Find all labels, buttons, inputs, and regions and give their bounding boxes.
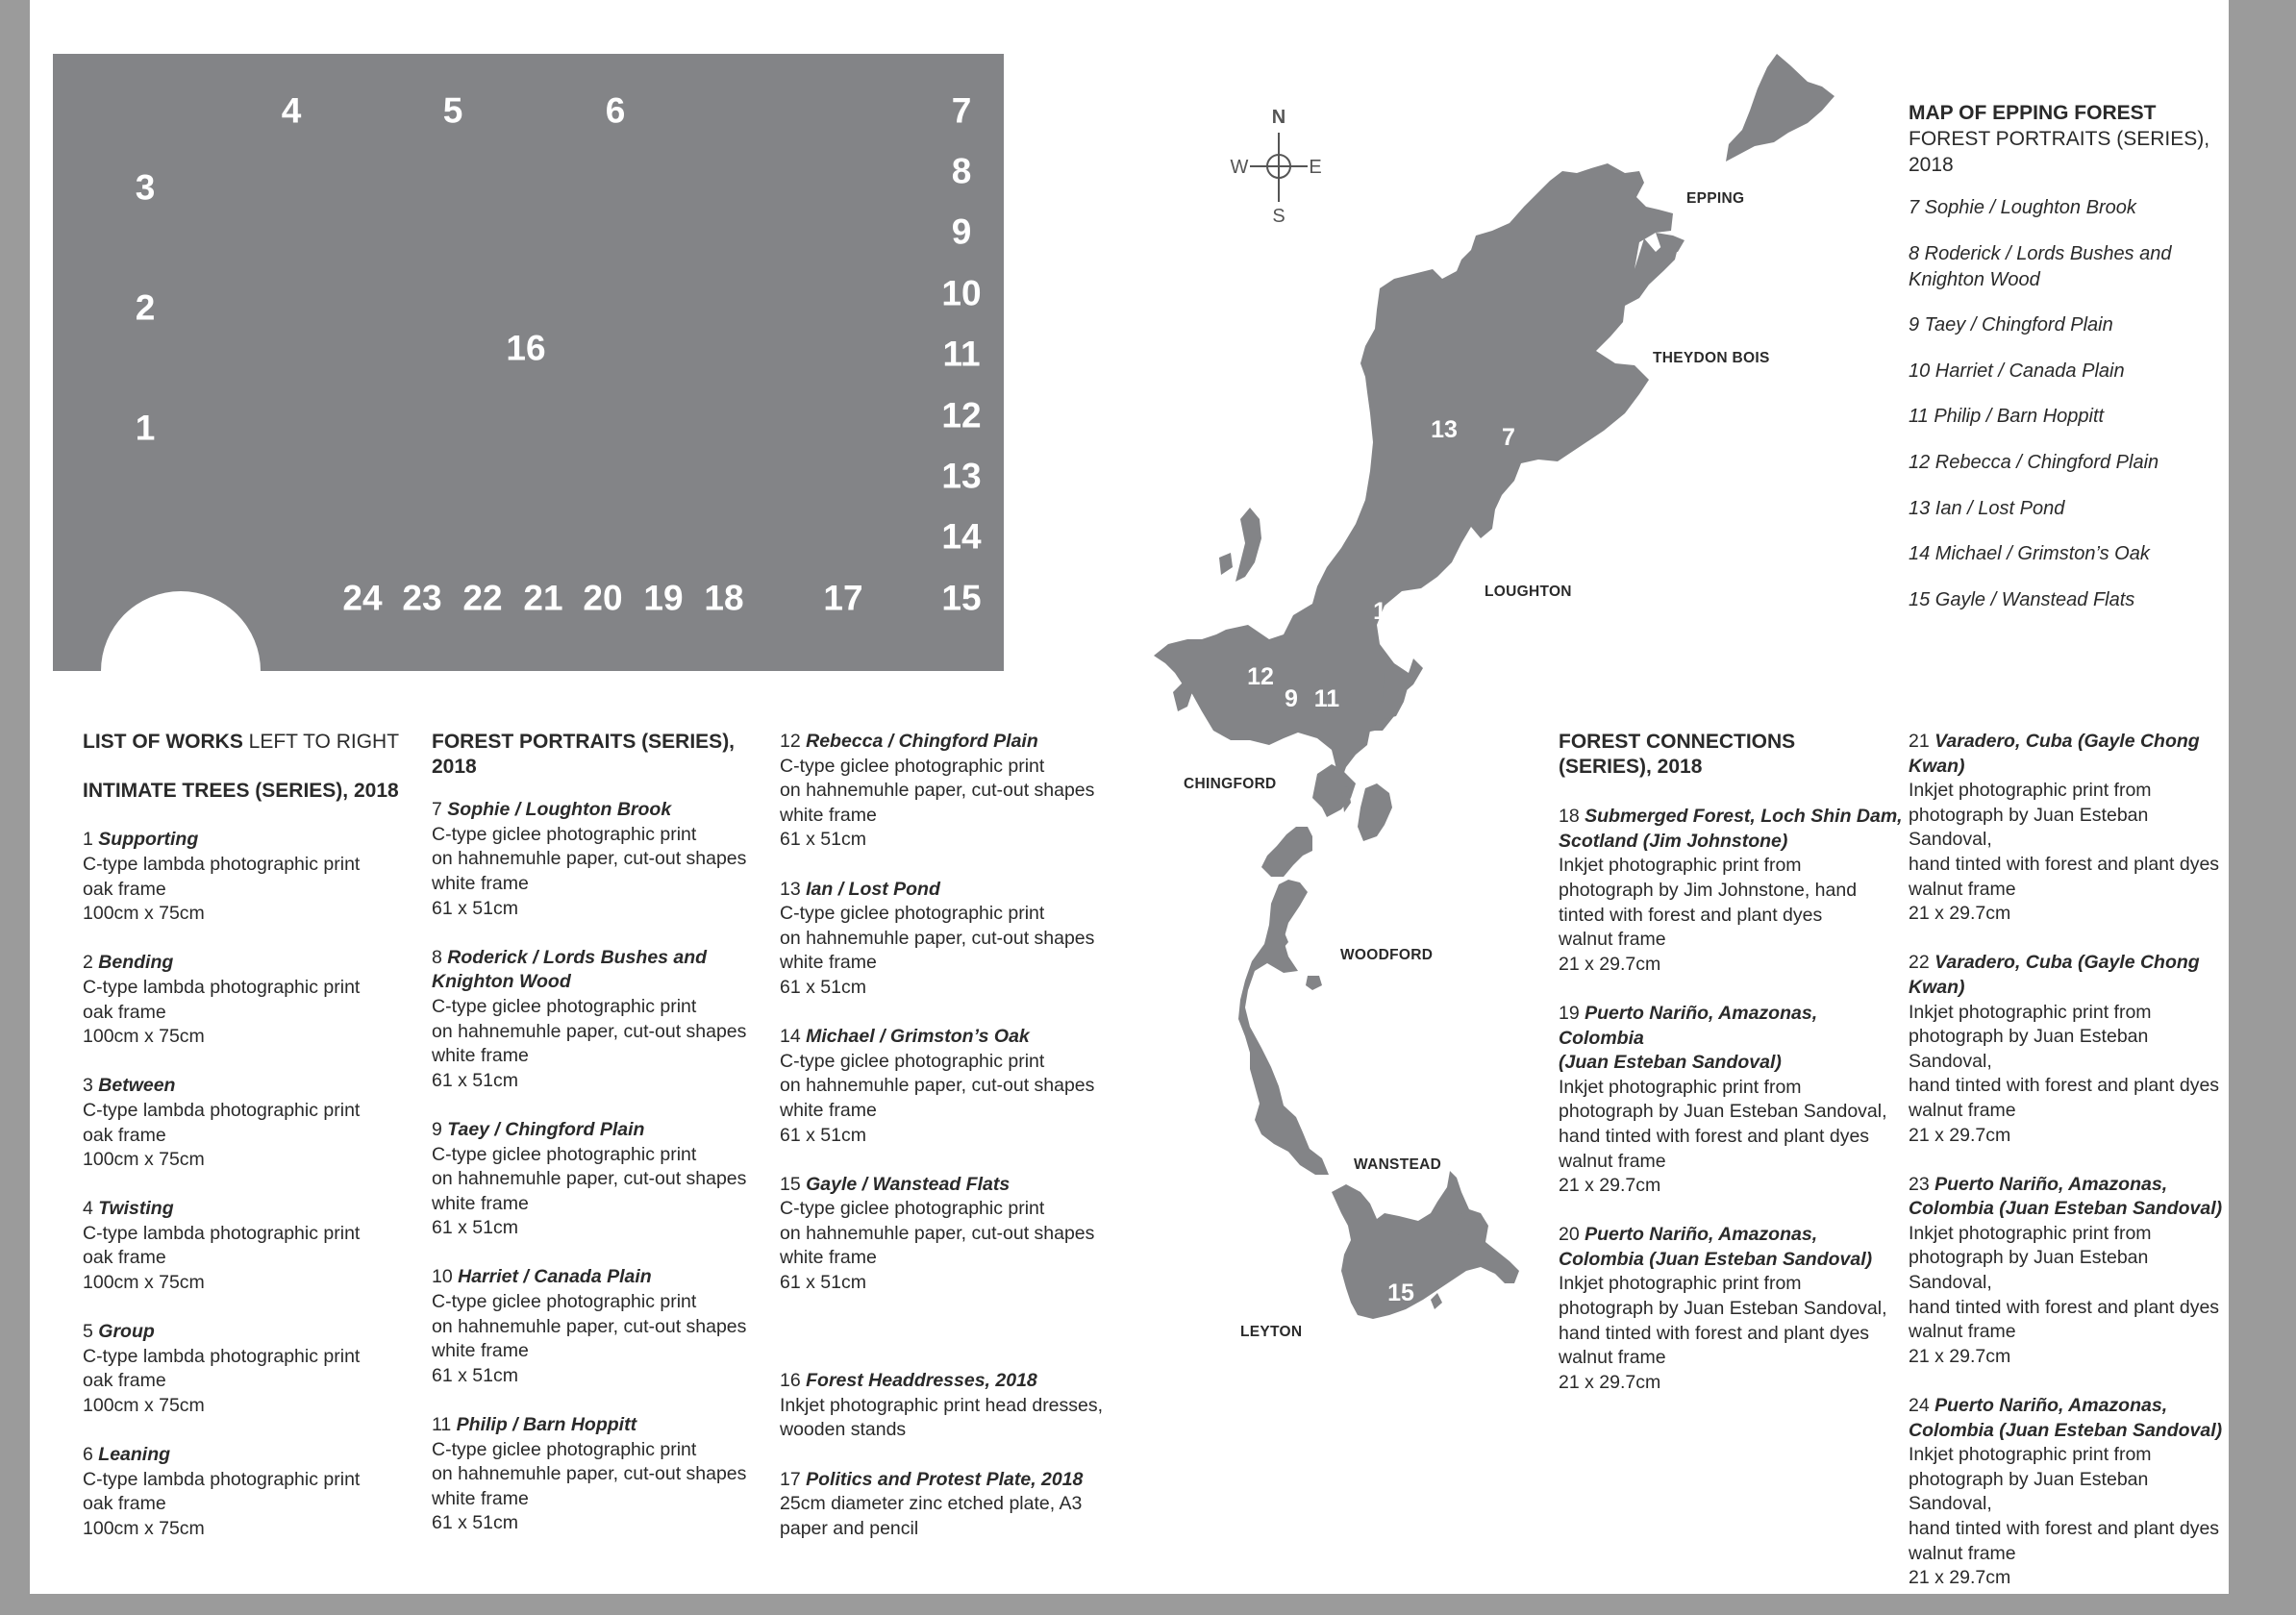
legend-item: 10 Harriet / Canada Plain (1909, 360, 2125, 382)
plan-number-23: 23 (402, 578, 442, 618)
work-number: 4 (83, 1198, 93, 1220)
place-theydon-bois: THEYDON BOIS (1653, 350, 1770, 366)
place-epping: EPPING (1686, 190, 1745, 207)
map-site-14: 14 (1373, 598, 1400, 625)
plan-number-3: 3 (135, 167, 156, 208)
legend-item: 13 Ian / Lost Pond (1909, 497, 2065, 519)
work-title-text: Rebecca / Chingford Plain (806, 731, 1038, 752)
work-number: 22 (1909, 952, 1930, 974)
work-number: 18 (1559, 806, 1580, 828)
legend-item: 11 Philip / Barn Hoppitt (1909, 406, 2105, 428)
place-leyton: LEYTON (1240, 1324, 1303, 1340)
work-number: 21 (1909, 731, 1930, 752)
work-title-text: Puerto Nariño, Amazonas, Colombia (Juan Esteban Sandoval) (1909, 1173, 2223, 1220)
work-description: C-type lambda photographic print oak frame 100cm x 75cm (83, 1099, 361, 1171)
work-number: 19 (1559, 1002, 1580, 1024)
plan-number-22: 22 (462, 578, 503, 618)
work-number: 15 (780, 1173, 801, 1195)
work-title-text: Taey / Chingford Plain (447, 1118, 645, 1140)
plan-number-13: 13 (941, 456, 982, 496)
work-number: 5 (83, 1321, 93, 1343)
work-description: C-type giclee photographic print on hahnemuhle paper, cut-out shapes white frame 61 x 51cm (780, 903, 1095, 998)
plan-number-15: 15 (941, 578, 982, 618)
place-loughton: LOUGHTON (1485, 584, 1572, 600)
work-description: Inkjet photographic print from photograph by Juan Esteban Sandoval, hand tinted with forest and plant dyes walnut frame 21 x 29.7cm (1559, 1273, 1887, 1393)
plan-number-2: 2 (135, 287, 156, 328)
work-description: Inkjet photographic print from photograph by Juan Esteban Sandoval, hand tinted with forest and plant dyes walnut frame 21 x 29.7cm (1909, 1222, 2220, 1367)
work-description: Inkjet photographic print head dresses, wooden stands (780, 1394, 1104, 1441)
work-title-text: Bending (98, 952, 174, 974)
compass-e: E (1309, 157, 1322, 178)
work-title-text: Puerto Nariño, Amazonas, Colombia (Juan Esteban Sandoval) (1559, 1224, 1873, 1270)
plan-number-9: 9 (951, 211, 972, 252)
work-title-text: Forest Headdresses, 2018 (806, 1370, 1037, 1392)
work-description: C-type giclee photographic print on hahnemuhle paper, cut-out shapes white frame 61 x 51cm (780, 1198, 1095, 1294)
work-description: Inkjet photographic print from photograph by Juan Esteban Sandoval, hand tinted with forest and plant dyes walnut frame 21 x 29.7cm (1909, 780, 2220, 925)
plan-number-19: 19 (643, 578, 684, 618)
plan-number-21: 21 (523, 578, 563, 618)
work-title-text: Philip / Barn Hoppitt (456, 1414, 637, 1436)
work-title-text: Supporting (98, 829, 199, 851)
work-title-text: Harriet / Canada Plain (458, 1266, 652, 1288)
work-title-text: Submerged Forest, Loch Shin Dam, Scotland (Jim Johnstone) (1559, 806, 1903, 852)
compass-n: N (1271, 107, 1286, 128)
work-number: 8 (432, 946, 442, 968)
forest-heading: FOREST PORTRAITS (SERIES), 2018 (432, 731, 736, 778)
map-site-10: 10 (1266, 1029, 1293, 1056)
work-description: C-type lambda photographic print oak frame 100cm x 75cm (83, 1222, 361, 1294)
list-heading: LIST OF WORKS LEFT TO RIGHT (83, 731, 400, 753)
work-description: Inkjet photographic print from photograph by Juan Esteban Sandoval, hand tinted with forest and plant dyes walnut frame 21 x 29.7cm (1909, 1444, 2220, 1589)
map-site-15: 15 (1387, 1280, 1414, 1306)
work-title-text: Twisting (98, 1198, 174, 1220)
legend-item: 12 Rebecca / Chingford Plain (1909, 451, 2159, 473)
plan-number-8: 8 (951, 151, 972, 191)
work-description: 25cm diameter zinc etched plate, A3 paper and pencil (780, 1493, 1083, 1539)
work-number: 16 (780, 1370, 801, 1392)
work-number: 24 (1909, 1395, 1930, 1417)
work-title-text: Leaning (98, 1444, 171, 1466)
plan-number-12: 12 (941, 395, 982, 435)
compass-rose (1231, 107, 1322, 227)
work-description: C-type lambda photographic print oak frame 100cm x 75cm (83, 976, 361, 1048)
legend-item: 8 Roderick / Lords Bushes and Knighton Wood (1909, 242, 2172, 290)
work-number: 14 (780, 1026, 801, 1048)
place-chingford: CHINGFORD (1184, 776, 1277, 792)
plan-number-24: 24 (342, 578, 383, 618)
work-description: C-type giclee photographic print on hahnemuhle paper, cut-out shapes white frame 61 x 51cm (432, 995, 747, 1091)
plan-number-11: 11 (942, 334, 981, 374)
map-legend (1909, 100, 2226, 633)
work-description: C-type lambda photographic print oak frame 100cm x 75cm (83, 1345, 361, 1417)
work-title-text: Roderick / Lords Bushes and Knighton Wood (432, 946, 708, 993)
work-description: C-type giclee photographic print on hahnemuhle paper, cut-out shapes white frame 61 x 51cm (780, 755, 1095, 851)
plan-number-7: 7 (951, 90, 972, 131)
legend-item: 15 Gayle / Wanstead Flats (1909, 588, 2135, 610)
work-number: 13 (780, 878, 801, 900)
work-title-text: Puerto Nariño, Amazonas, Colombia (Juan Esteban Sandoval) (1909, 1395, 2223, 1441)
work-description: Inkjet photographic print from photograph by Jim Johnstone, hand tinted with forest and plant dyes walnut frame 21 x 29.7cm (1559, 855, 1858, 975)
map-site-7: 7 (1502, 424, 1515, 451)
place-woodford: WOODFORD (1340, 947, 1434, 963)
work-title-text: Varadero, Cuba (Gayle Chong Kwan) (1909, 731, 2200, 777)
map-site-9: 9 (1285, 685, 1298, 712)
work-description: Inkjet photographic print from photograph by Juan Esteban Sandoval, hand tinted with forest and plant dyes walnut frame 21 x 29.7cm (1909, 1001, 2220, 1146)
compass-s: S (1272, 206, 1285, 227)
plan-number-17: 17 (823, 578, 863, 618)
plan-number-4: 4 (281, 90, 302, 131)
work-number: 12 (780, 731, 801, 752)
work-number: 9 (432, 1118, 442, 1140)
work-title-text: Politics and Protest Plate, 2018 (806, 1468, 1084, 1490)
map-title: MAP OF EPPING FOREST (1909, 102, 2157, 124)
intimate-heading: INTIMATE TREES (SERIES), 2018 (83, 780, 399, 803)
connections-heading: FOREST CONNECTIONS (SERIES), 2018 (1559, 731, 1796, 778)
work-title-text: Between (98, 1075, 176, 1097)
plan-number-10: 10 (941, 273, 982, 313)
work-number: 3 (83, 1075, 93, 1097)
work-number: 6 (83, 1444, 93, 1466)
work-number: 10 (432, 1266, 453, 1288)
work-title-text: Ian / Lost Pond (806, 878, 940, 900)
work-description: C-type giclee photographic print on hahnemuhle paper, cut-out shapes white frame 61 x 51cm (432, 823, 747, 919)
work-title-text: Puerto Nariño, Amazonas, Colombia (Juan Esteban Sandoval) (1559, 1002, 1818, 1074)
legend-item: 9 Taey / Chingford Plain (1909, 314, 2113, 336)
plan-number-1: 1 (135, 408, 156, 448)
work-description: C-type giclee photographic print on hahnemuhle paper, cut-out shapes white frame 61 x 51cm (432, 1438, 747, 1534)
work-description: C-type lambda photographic print oak frame 100cm x 75cm (83, 853, 361, 925)
legend-item: 7 Sophie / Loughton Brook (1909, 197, 2136, 218)
work-title-text: Group (98, 1321, 155, 1343)
work-description: Inkjet photographic print from photograph by Juan Esteban Sandoval, hand tinted with forest and plant dyes walnut frame 21 x 29.7cm (1559, 1076, 1887, 1197)
work-description: C-type giclee photographic print on hahnemuhle paper, cut-out shapes white frame 61 x 51cm (780, 1050, 1095, 1146)
work-title-text: Gayle / Wanstead Flats (806, 1173, 1011, 1195)
work-number: 1 (83, 829, 93, 851)
work-title-text: Michael / Grimston’s Oak (806, 1026, 1030, 1048)
legend-item: 14 Michael / Grimston’s Oak (1909, 543, 2150, 565)
plan-number-18: 18 (704, 578, 744, 618)
work-title-text: Sophie / Loughton Brook (447, 799, 672, 821)
map-legend-list (1909, 195, 2226, 613)
work-title-text: Varadero, Cuba (Gayle Chong Kwan) (1909, 952, 2200, 998)
work-description: C-type giclee photographic print on hahnemuhle paper, cut-out shapes white frame 61 x 51cm (432, 1143, 747, 1239)
plan-number-14: 14 (941, 516, 982, 557)
plan-number-20: 20 (583, 578, 623, 618)
work-number: 11 (432, 1414, 452, 1436)
work-number: 23 (1909, 1173, 1930, 1195)
work-number: 2 (83, 952, 93, 974)
work-number: 20 (1559, 1224, 1580, 1246)
plan-number-6: 6 (605, 90, 626, 131)
work-description: C-type lambda photographic print oak frame 100cm x 75cm (83, 1468, 361, 1539)
map-site-13: 13 (1431, 416, 1458, 443)
work-description: C-type giclee photographic print on hahnemuhle paper, cut-out shapes white frame 61 x 51cm (432, 1291, 747, 1386)
plan-number-16: 16 (506, 328, 546, 368)
place-wanstead: WANSTEAD (1354, 1156, 1442, 1173)
map-site-8: 8 (1391, 793, 1405, 820)
plan-number-5: 5 (442, 90, 463, 131)
map-site-12: 12 (1247, 663, 1274, 690)
compass-w: W (1230, 157, 1249, 178)
work-number: 7 (432, 799, 442, 821)
map-subtitle: FOREST PORTRAITS (SERIES), 2018 (1909, 128, 2210, 176)
work-number: 17 (780, 1468, 801, 1490)
map-site-11: 11 (1313, 685, 1340, 712)
